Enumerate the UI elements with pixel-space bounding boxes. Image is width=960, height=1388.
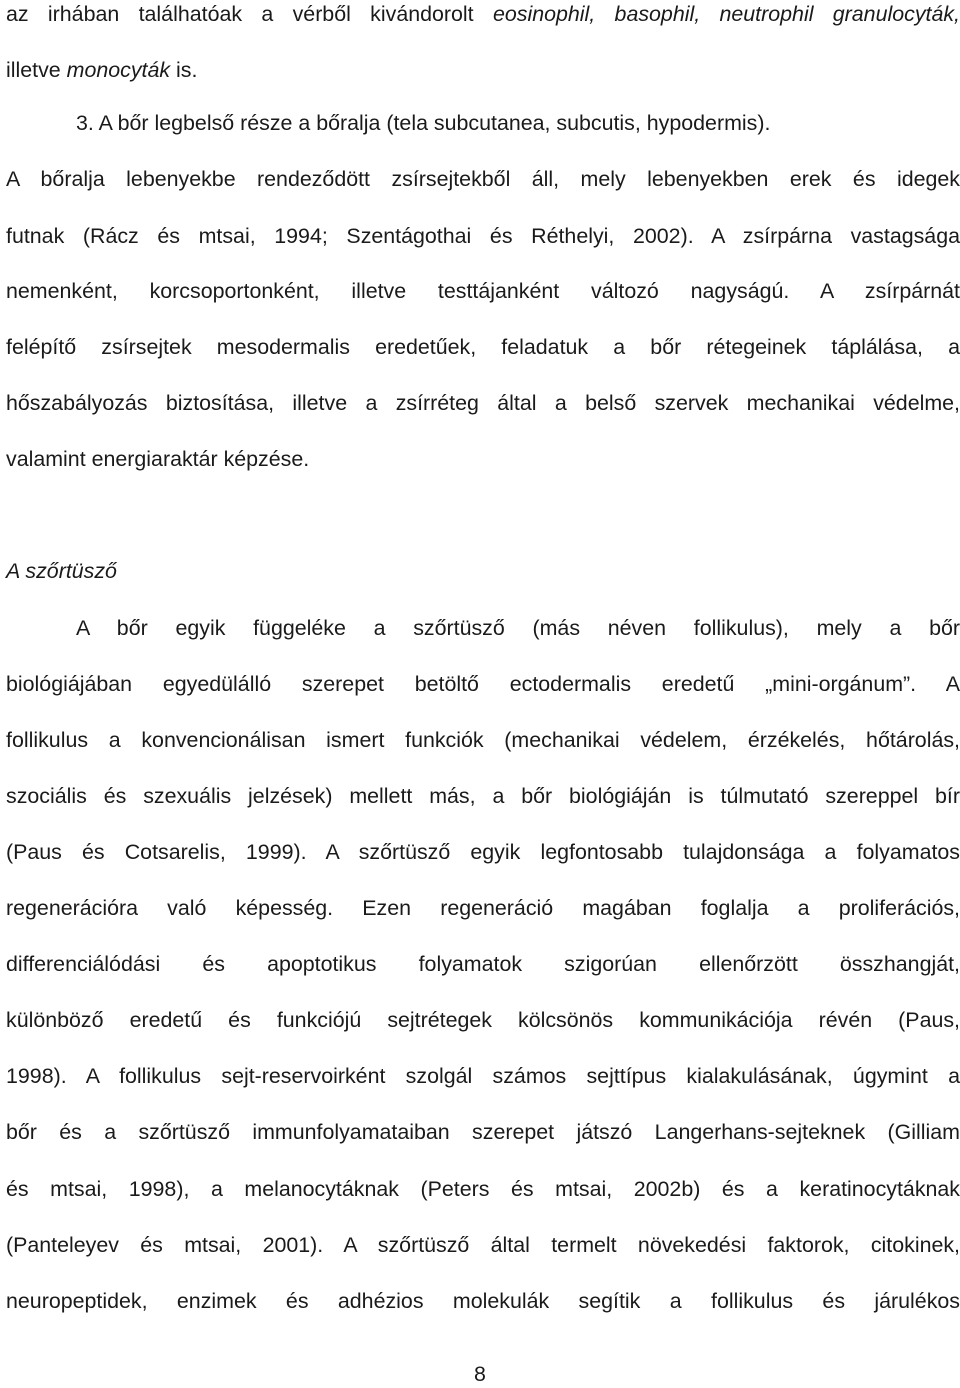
- text-line: [6, 56, 960, 84]
- text-line: [6, 165, 960, 193]
- text-run: illetve: [6, 58, 67, 82]
- text-line: [76, 109, 960, 137]
- text-line: [6, 277, 960, 305]
- italic-text-run: monocyták: [66, 58, 171, 82]
- text-line: (Paus és Cotsarelis, 1999). A szőrtüsző egyik legfontosabb tulajdonsága a folyamatos: [6, 840, 960, 864]
- text-line: biológiájában egyedülálló szerepet betöltő ectodermalis eredetű „mini-orgánum”. A: [6, 672, 960, 696]
- text-line: [6, 445, 960, 473]
- text-run: 3. A bőr legbelső része a bőralja (tela subcutanea, subcutis, hypodermis).: [76, 111, 771, 135]
- section-heading: A szőrtüsző: [6, 559, 117, 583]
- text-run: hőszabályozás biztosítása, illetve a zsírréteg által a belső szervek mechanikai védelme,: [6, 391, 960, 415]
- text-line: szociális és szexuális jelzések) mellett más, a bőr biológiáján is túlmutató szereppel bír: [6, 784, 960, 808]
- text-run: nemenként, korcsoportonként, illetve testtájanként változó nagyságú. A zsírpárnát: [6, 279, 960, 303]
- text-line: A bőr egyik függeléke a szőrtüsző (más néven follikulus), mely a bőr: [76, 616, 960, 640]
- text-line: [6, 0, 960, 28]
- text-line: [6, 333, 960, 361]
- italic-text-run: eosinophil, basophil, neutrophil granulocyták,: [492, 2, 960, 26]
- text-line: neuropeptidek, enzimek és adhézios molekulák segítik a follikulus és járulékos: [6, 1289, 960, 1313]
- text-line: 1998). A follikulus sejt-reservoirként szolgál számos sejttípus kialakulásának, úgymint a: [6, 1064, 960, 1088]
- text-line: bőr és a szőrtüsző immunfolyamataiban szerepet játszó Langerhans-sejteknek (Gilliam: [6, 1120, 960, 1144]
- text-run: is.: [170, 58, 198, 82]
- text-line: [6, 389, 960, 417]
- page-number: 8: [474, 1362, 486, 1386]
- text-run: az irhában találhatóak a vérből kivándorolt: [6, 2, 493, 26]
- text-line: differenciálódási és apoptotikus folyamatok szigorúan ellenőrzött összhangját,: [6, 952, 960, 976]
- text-line: regenerációra való képesség. Ezen regeneráció magában foglalja a proliferációs,: [6, 896, 960, 920]
- text-run: felépítő zsírsejtek mesodermalis eredetűek, feladatuk a bőr rétegeinek táplálása, a: [6, 335, 960, 359]
- text-line: és mtsai, 1998), a melanocytáknak (Peters és mtsai, 2002b) és a keratinocytáknak: [6, 1177, 960, 1201]
- text-line: follikulus a konvencionálisan ismert funkciók (mechanikai védelem, érzékelés, hőtárolás,: [6, 728, 960, 752]
- text-line: [6, 222, 960, 250]
- text-line: (Panteleyev és mtsai, 2001). A szőrtüsző által termelt növekedési faktorok, citokinek,: [6, 1233, 960, 1257]
- text-run: futnak (Rácz és mtsai, 1994; Szentágothai és Réthelyi, 2002). A zsírpárna vastagsága: [6, 224, 960, 248]
- text-run: A bőralja lebenyekbe rendeződött zsírsejtekből áll, mely lebenyekben erek és idegek: [6, 167, 960, 191]
- text-run: valamint energiaraktár képzése.: [6, 447, 310, 471]
- text-line: különböző eredetű és funkciójú sejtrétegek kölcsönös kommunikációja révén (Paus,: [6, 1008, 960, 1032]
